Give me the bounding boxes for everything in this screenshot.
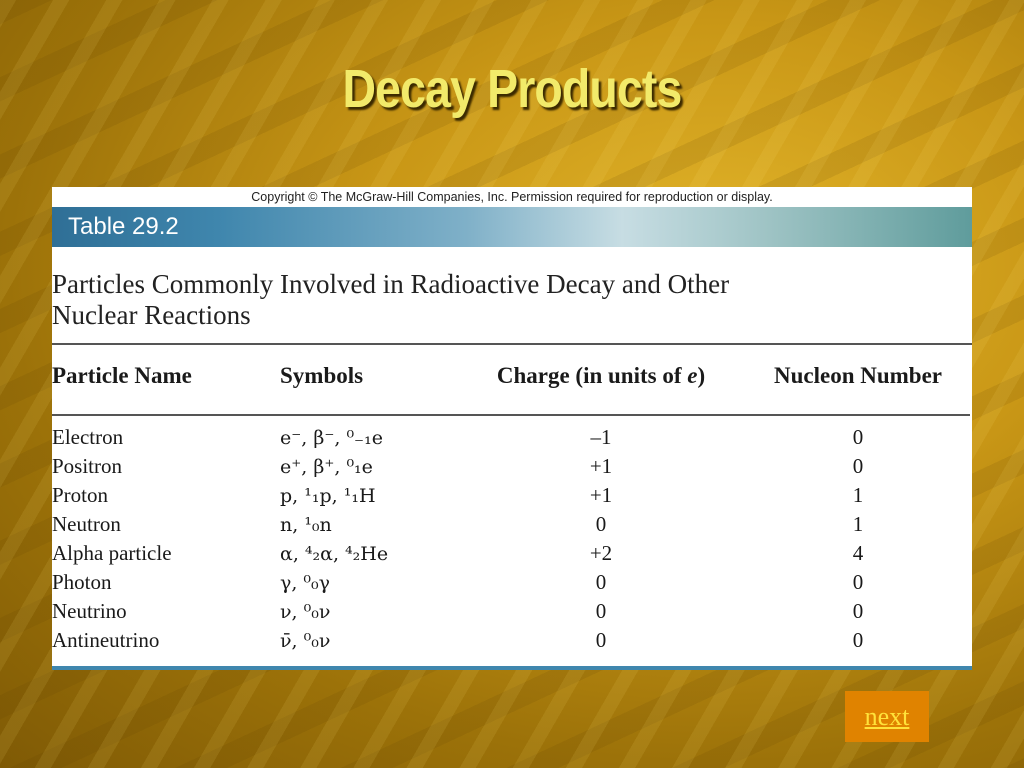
cell-nucleon-number: 4 [852,541,864,565]
cell-particle-name: Alpha particle [52,541,172,565]
table-banner [52,207,972,247]
cell-charge: –1 [590,425,612,449]
table-number: Table 29.2 [68,213,179,240]
table-title-line: Particles Commonly Involved in Radioactive Decay and Other [52,269,730,299]
header-particle-name: Particle Name [52,363,192,388]
cell-charge: 0 [595,599,607,623]
table-title [52,269,972,331]
table-row [52,510,970,539]
cell-charge: +1 [589,454,613,478]
cell-particle-name: Neutron [52,512,121,536]
cell-symbols: γ, ⁰₀γ [280,571,331,594]
cell-nucleon-number: 0 [852,628,864,652]
particles-table [52,345,970,655]
cell-nucleon-number: 0 [852,454,864,478]
cell-nucleon-number: 0 [852,425,864,449]
cell-charge: 0 [595,628,607,652]
cell-nucleon-number: 1 [852,483,864,507]
cell-symbols: e⁻, β⁻, ⁰₋₁e [280,426,383,449]
table-row [52,626,970,655]
cell-symbols: n, ¹₀n [280,513,332,536]
cell-particle-name: Antineutrino [52,628,160,652]
slide-title: Decay Products [342,59,682,119]
cell-symbols: e⁺, β⁺, ⁰₁e [280,455,373,478]
cell-particle-name: Photon [52,570,112,594]
header-nucleon-number: Nucleon Number [773,363,943,388]
cell-particle-name: Electron [52,425,124,449]
cell-symbols: p, ¹₁p, ¹₁H [280,484,376,507]
cell-particle-name: Neutrino [52,599,127,623]
copyright-notice: Copyright © The McGraw-Hill Companies, Inc. Permission required for reproduction or display. [251,190,773,204]
table-header-row [52,345,970,407]
table-row [52,452,970,481]
cell-particle-name: Proton [52,483,109,507]
cell-particle-name: Positron [52,454,123,478]
cell-symbols: α, ⁴₂α, ⁴₂He [280,542,389,565]
table-rule-header [52,414,970,416]
cell-charge: 0 [595,570,607,594]
cell-symbols: ν̄, ⁰₀ν [280,629,331,652]
table-figure [52,187,972,670]
table-row [52,597,970,626]
header-symbols: Symbols [280,363,364,388]
header-charge: Charge (in units of e) [496,363,706,388]
table-row [52,423,970,452]
table-title-line: Nuclear Reactions [52,300,251,330]
table-bottom-bar [52,666,972,670]
cell-nucleon-number: 1 [852,512,864,536]
cell-charge: 0 [595,512,607,536]
cell-symbols: ν, ⁰₀ν [280,600,331,623]
table-row [52,539,970,568]
cell-charge: +1 [589,483,613,507]
table-row [52,481,970,510]
cell-nucleon-number: 0 [852,599,864,623]
rule-row [52,407,970,423]
cell-nucleon-number: 0 [852,570,864,594]
cell-charge: +2 [589,541,613,565]
next-button[interactable]: next [845,691,929,742]
table-row [52,568,970,597]
